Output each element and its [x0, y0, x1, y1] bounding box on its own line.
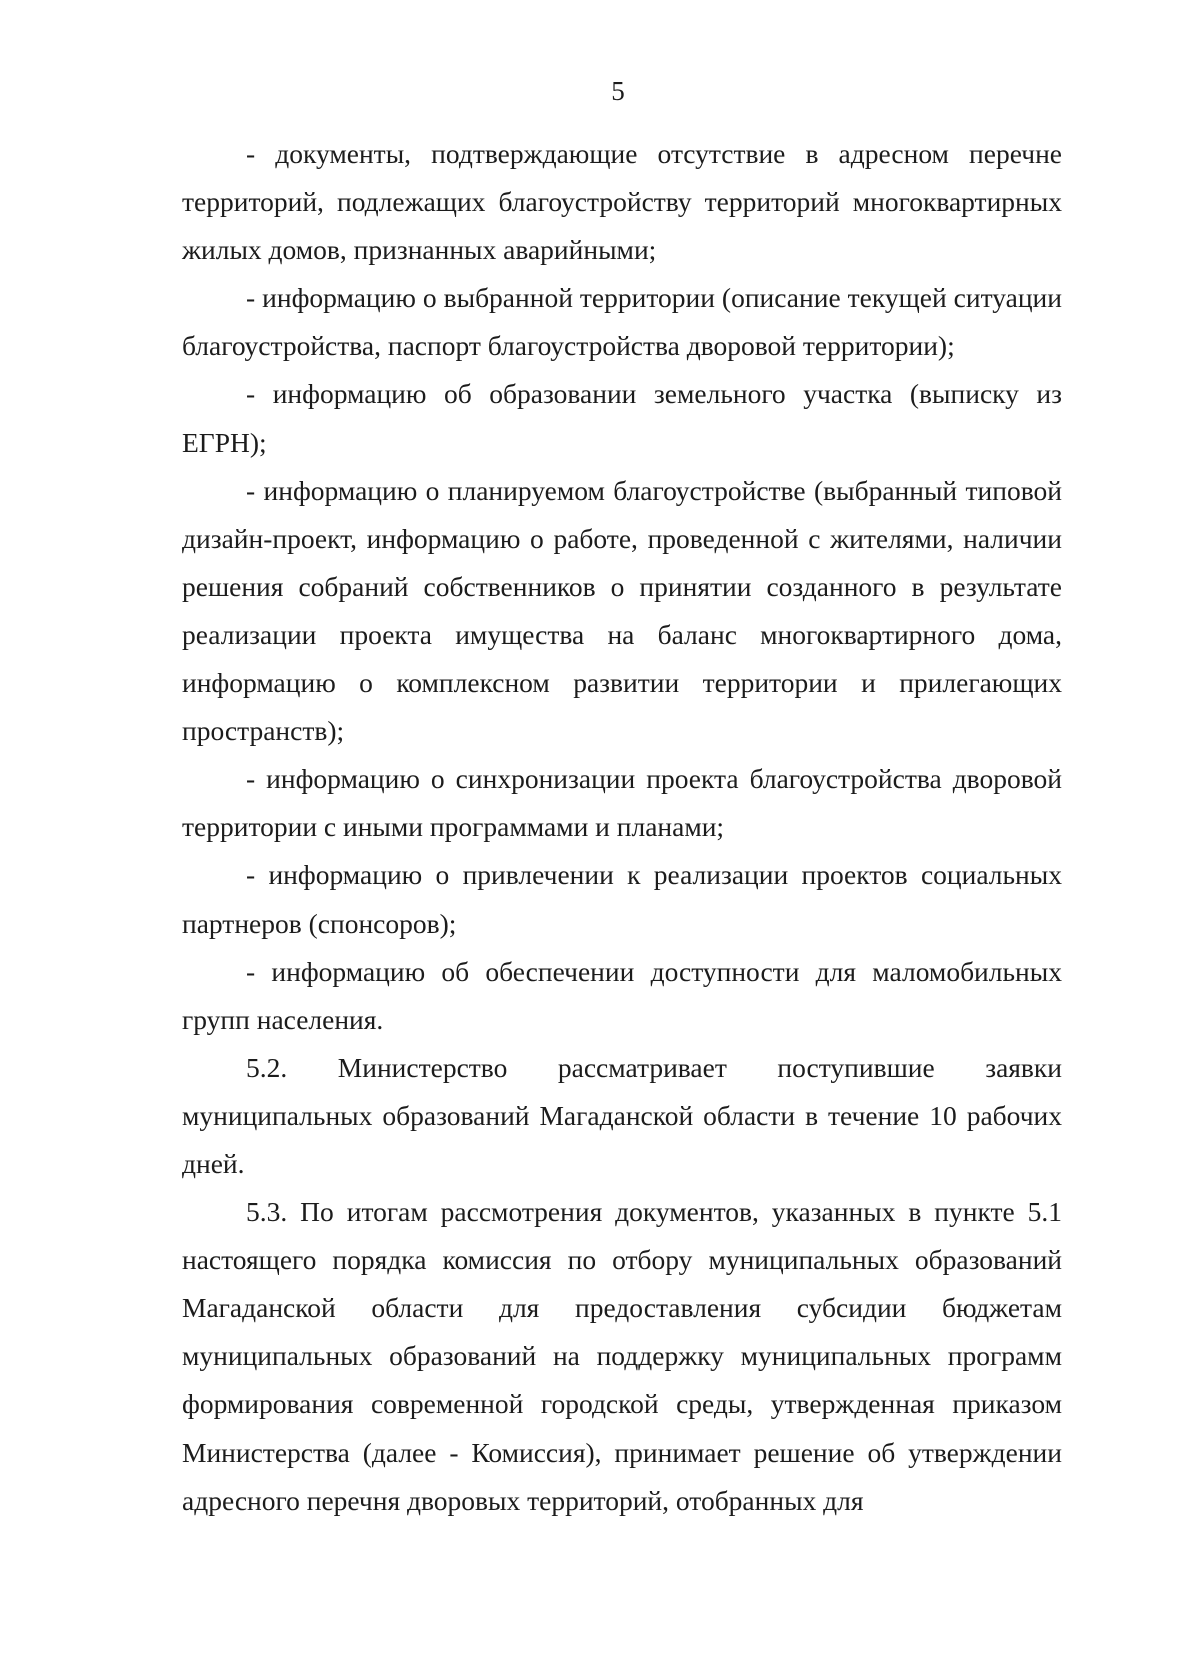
paragraph-accessibility: - информацию об обеспечении доступности для маломобильных групп населения.	[182, 955, 1062, 1035]
document-body	[182, 130, 1062, 1525]
paragraph-synchronization: - информацию о синхронизации проекта благоустройства дворовой территории с иными программами и планами;	[182, 763, 1062, 843]
paragraph-territory-info: - информацию о выбранной территории (описание текущей ситуации благоустройства, паспорт благоустройства дворовой территории);	[182, 282, 1062, 362]
paragraph-land-plot-info: - информацию об образовании земельного участка (выписку из ЕГРН);	[182, 378, 1062, 458]
paragraph-section-5-2: 5.2. Министерство рассматривает поступившие заявки муниципальных образований Магаданской области в течение 10 рабочих дней.	[182, 1051, 1062, 1179]
paragraph-social-partners: - информацию о привлечении к реализации проектов социальных партнеров (спонсоров);	[182, 859, 1062, 939]
page-number: 5	[611, 76, 625, 106]
paragraph-section-5-3: 5.3. По итогам рассмотрения документов, указанных в пункте 5.1 настоящего порядка комиссия по отбору муниципальных образований Магаданской области для предоставления субсидии бюджетам муниципальных образований на поддержку муниципальных программ формирования современной городской среды, утвержденная приказом Министерства (далее - Комиссия), принимает решение об утверждении адресного перечня дворовых территорий, отобранных для	[182, 1196, 1062, 1516]
paragraph-documents-absence: - документы, подтверждающие отсутствие в адресном перечне территорий, подлежащих благоустройству территорий многоквартирных жилых домов, признанных аварийными;	[182, 138, 1062, 266]
paragraph-planned-improvement: - информацию о планируемом благоустройстве (выбранный типовой дизайн-проект, информацию о работе, проведенной с жителями, наличии решения собраний собственников о принятии созданного в результате реализации проекта имущества на баланс многоквартирного дома, информацию о комплексном развитии территории и прилегающих пространств);	[182, 474, 1062, 747]
